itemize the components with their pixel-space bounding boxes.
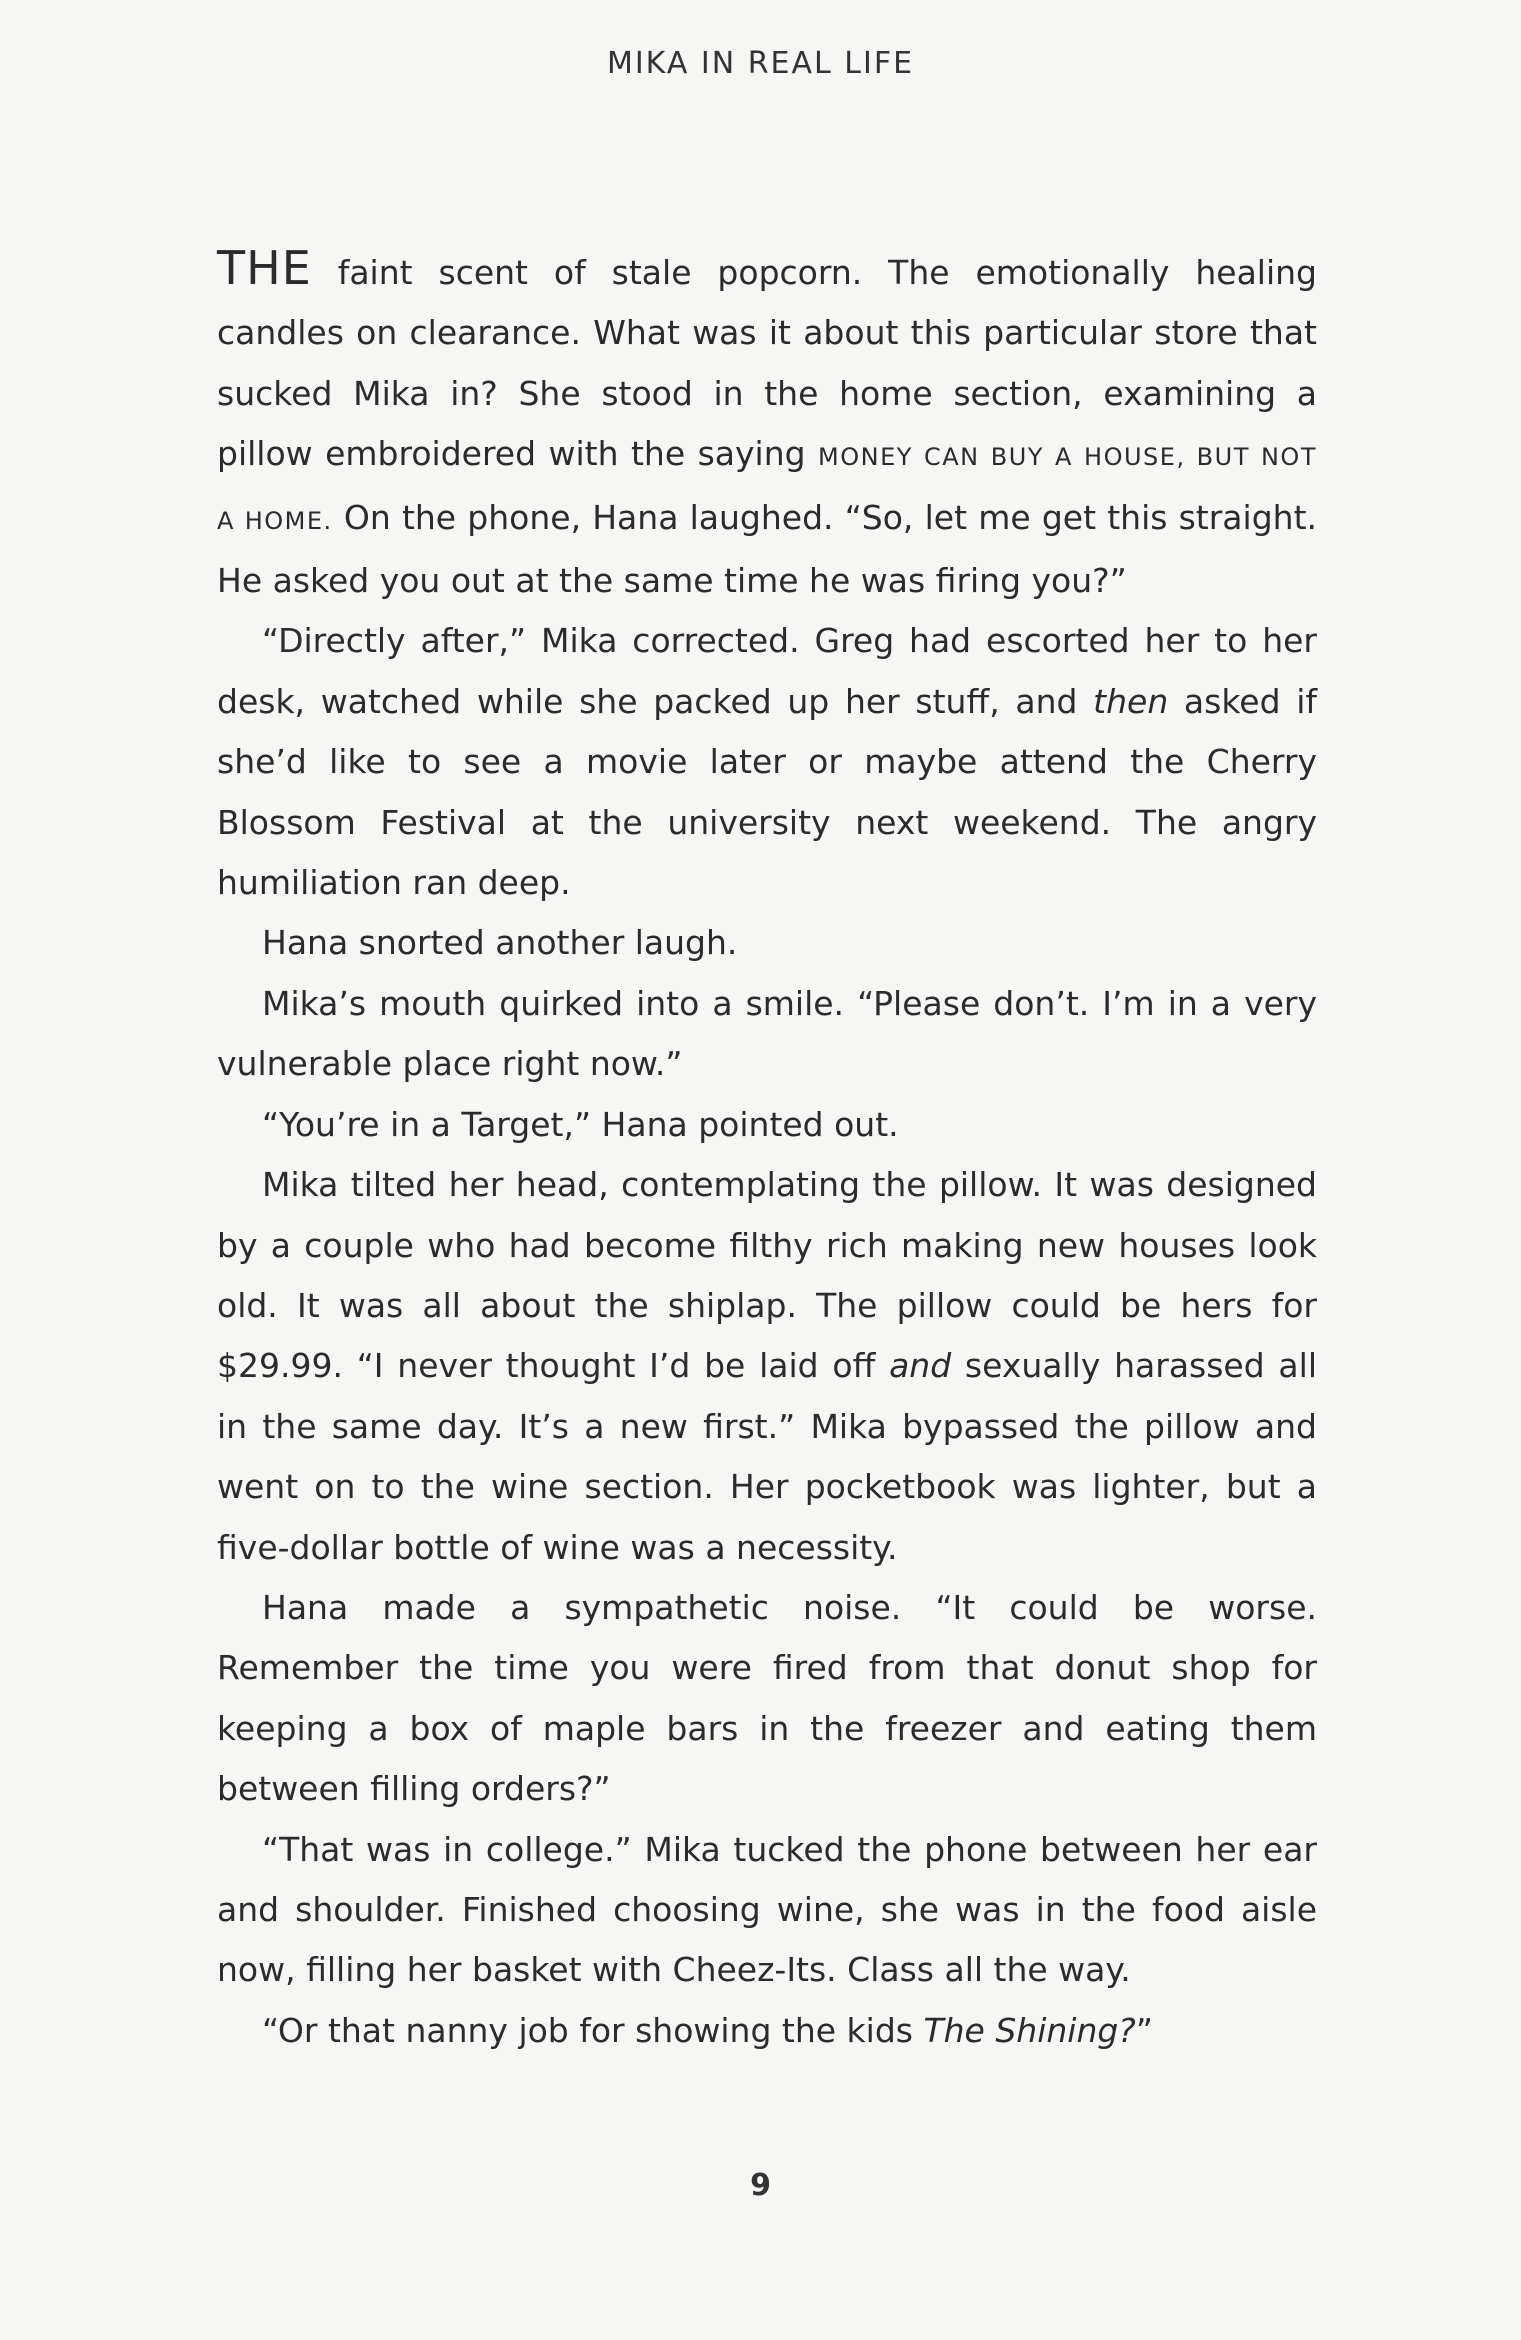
- paragraph-8: “That was in college.” Mika tucked the phone between her ear and shoulder. Finished choosing wine, she was in the food aisle now, filling her basket with Cheez-Its. Class all the way.: [217, 1829, 1317, 1990]
- opening-word: THE: [217, 241, 312, 295]
- paragraph-1-text-a: faint scent of stale popcorn. The emotionally healing candles on clearance. What was it about this particular store that sucked Mika in? She stood in the home section, examining a pillow embroidered with the saying: [217, 253, 1317, 474]
- body-text: [217, 238, 1317, 2061]
- paragraph-6: [217, 1155, 1317, 1578]
- paragraph-6-emphasis: and: [889, 1346, 952, 1386]
- movie-title: The Shining?: [923, 2010, 1136, 2050]
- paragraph-9: [217, 2001, 1317, 2061]
- paragraph-3: Hana snorted another laugh.: [262, 923, 738, 963]
- paragraph-1: [217, 238, 1317, 611]
- paragraph-2-emphasis: then: [1093, 681, 1169, 721]
- paragraph-4: Mika’s mouth quirked into a smile. “Please don’t. I’m in a very vulnerable place right now.”: [217, 983, 1317, 1084]
- paragraph-7: Hana made a sympathetic noise. “It could be worse. Remember the time you were fired from that donut shop for keeping a box of maple bars in the freezer and eating them between filling orders?”: [217, 1587, 1317, 1809]
- running-head: MIKA IN REAL LIFE: [606, 46, 915, 81]
- paragraph-2: [217, 611, 1317, 913]
- paragraph-5: “You’re in a Target,” Hana pointed out.: [262, 1104, 899, 1144]
- pillow-saying: MONEY CAN BUY A HOUSE, BUT NOT A HOME.: [217, 443, 1317, 535]
- paragraph-1-text-b: On the phone, Hana laughed. “So, let me get this straight. He asked you out at the same time he was firing you?”: [217, 497, 1317, 601]
- paragraph-6-text-b: sexually harassed all in the same day. It’s a new first.” Mika bypassed the pillow and went on to the wine section. Her pocketbook was lighter, but a five-dollar bottle of wine was a necessity.: [217, 1346, 1317, 1567]
- page-number: 9: [750, 2168, 771, 2203]
- paragraph-2-text-a: “Directly after,” Mika corrected. Greg had escorted her to her desk, watched while she packed up her stuff, and: [217, 621, 1317, 721]
- paragraph-2-text-b: asked if she’d like to see a movie later or maybe attend the Cherry Blossom Festival at the university next weekend. The angry humiliation ran deep.: [217, 681, 1317, 903]
- paragraph-9-text-a: “Or that nanny job for showing the kids: [262, 2010, 924, 2050]
- paragraph-9-text-b: ”: [1135, 2010, 1153, 2050]
- paragraph-6-text-a: Mika tilted her head, contemplating the pillow. It was designed by a couple who had become filthy rich making new houses look old. It was all about the shiplap. The pillow could be hers for $29.99. “I never thought I’d be laid off: [217, 1165, 1317, 1386]
